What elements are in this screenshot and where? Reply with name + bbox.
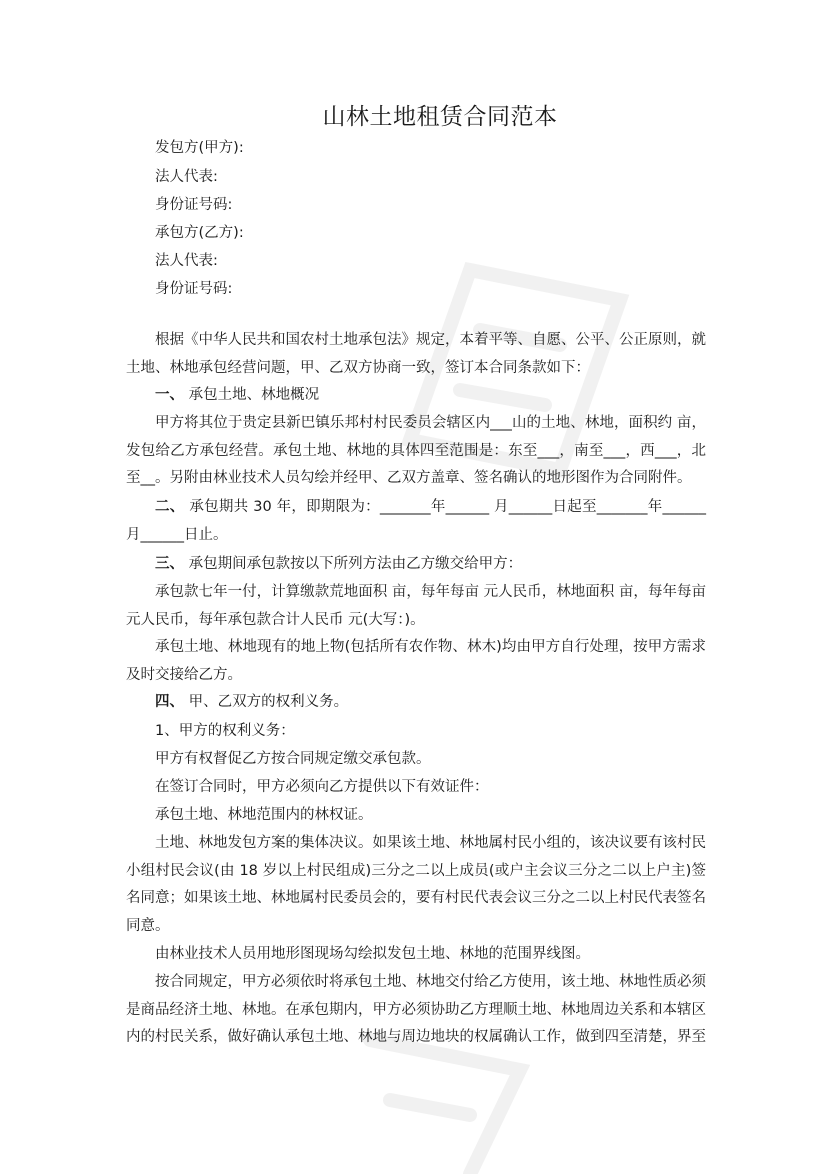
delivery-paragraph: 按合同规定，甲方必须依时将承包土地、林地交付给乙方使用，该土地、林地性质必须是商品经济土地、林地。在承包期内，甲方必须协助乙方理顺土地、林地周边关系和本辖区内的村民关系，做好确认承包土地、林地与周边地块的权属确认工作，做到四至清楚，界至 xyxy=(126,974,706,1046)
section-1-title: 承包土地、林地概况 xyxy=(188,387,320,403)
rights-item-2: 在签订合同时，甲方必须向乙方提供以下有效证件： xyxy=(155,779,489,795)
party-a-label: 发包方(甲方): xyxy=(155,140,244,156)
section-1-paragraph: 甲方将其位于贵定县新巴镇乐邦村村民委员会辖区内___山的土地、林地，面积约 亩，发包给乙方承包经营。承包土地、林地的具体四至范围是：东至___，南至___，西___，北至__。另附由林业技术人员勾绘并经甲、乙双方盖章、签名确认的地形图作为合同附件。 xyxy=(126,415,706,487)
section-2-text: 承包期共 30 年，即期限为：_______年______ 月______日起至_______年______月______日止。 xyxy=(126,499,707,543)
intro-paragraph: 根据《中华人民共和国农村土地承包法》规定，本着平等、自愿、公平、公正原则，就土地、林地承包经营问题，甲、乙双方协商一致，签订本合同条款如下： xyxy=(126,332,706,376)
section-3-heading xyxy=(155,552,522,573)
section-4-heading xyxy=(155,690,348,711)
party-a-id-label: 身份证号码: xyxy=(155,197,233,213)
collective-resolution-paragraph: 土地、林地发包方案的集体决议。如果该土地、林地属村民小组的，该决议要有该村民小组村民会议(由 18 岁以上村民组成)三分之二以上成员(或户主会议三分之二以上户主)签名同意；如果该土地、林地属村民委员会的，要有村民代表会议三分之二以上村民代表签名同意。 xyxy=(126,835,706,934)
section-3-title: 承包期间承包款按以下所列方法由乙方缴交给甲方： xyxy=(188,556,523,572)
ground-objects-paragraph: 承包土地、林地现有的地上物(包括所有农作物、林木)均由甲方自行处理，按甲方需求及时交接给乙方。 xyxy=(126,639,706,683)
payment-paragraph: 承包款七年一付，计算缴款荒地面积 亩，每年每亩 元人民币，林地面积 亩，每年每亩元人民币，每年承包款合计人民币 元(大写：)。 xyxy=(126,584,706,628)
rights-item-3: 承包土地、林地范围内的林权证。 xyxy=(155,807,373,823)
party-a-rep-label: 法人代表: xyxy=(155,169,218,185)
section-3-number: 三、 xyxy=(155,556,184,572)
section-4-title: 甲、乙双方的权利义务。 xyxy=(188,694,349,710)
party-b-id-label: 身份证号码: xyxy=(155,281,233,297)
rights-item-1: 甲方有权督促乙方按合同规定缴交承包款。 xyxy=(155,751,431,767)
boundary-map-line: 由林业技术人员用地形图现场勾绘拟发包土地、林地的范围界线图。 xyxy=(155,946,590,962)
section-1-number: 一、 xyxy=(155,387,184,403)
party-b-rep-label: 法人代表: xyxy=(155,253,218,269)
section-4-number: 四、 xyxy=(155,694,184,710)
party-b-label: 承包方(乙方): xyxy=(155,225,244,241)
party-a-rights-heading: 1、甲方的权利义务： xyxy=(155,723,295,739)
section-1-heading xyxy=(155,383,319,404)
section-2-paragraph xyxy=(126,494,706,549)
document-title: 山林土地租赁合同范本 xyxy=(322,104,558,130)
section-2-number: 二、 xyxy=(155,499,185,515)
